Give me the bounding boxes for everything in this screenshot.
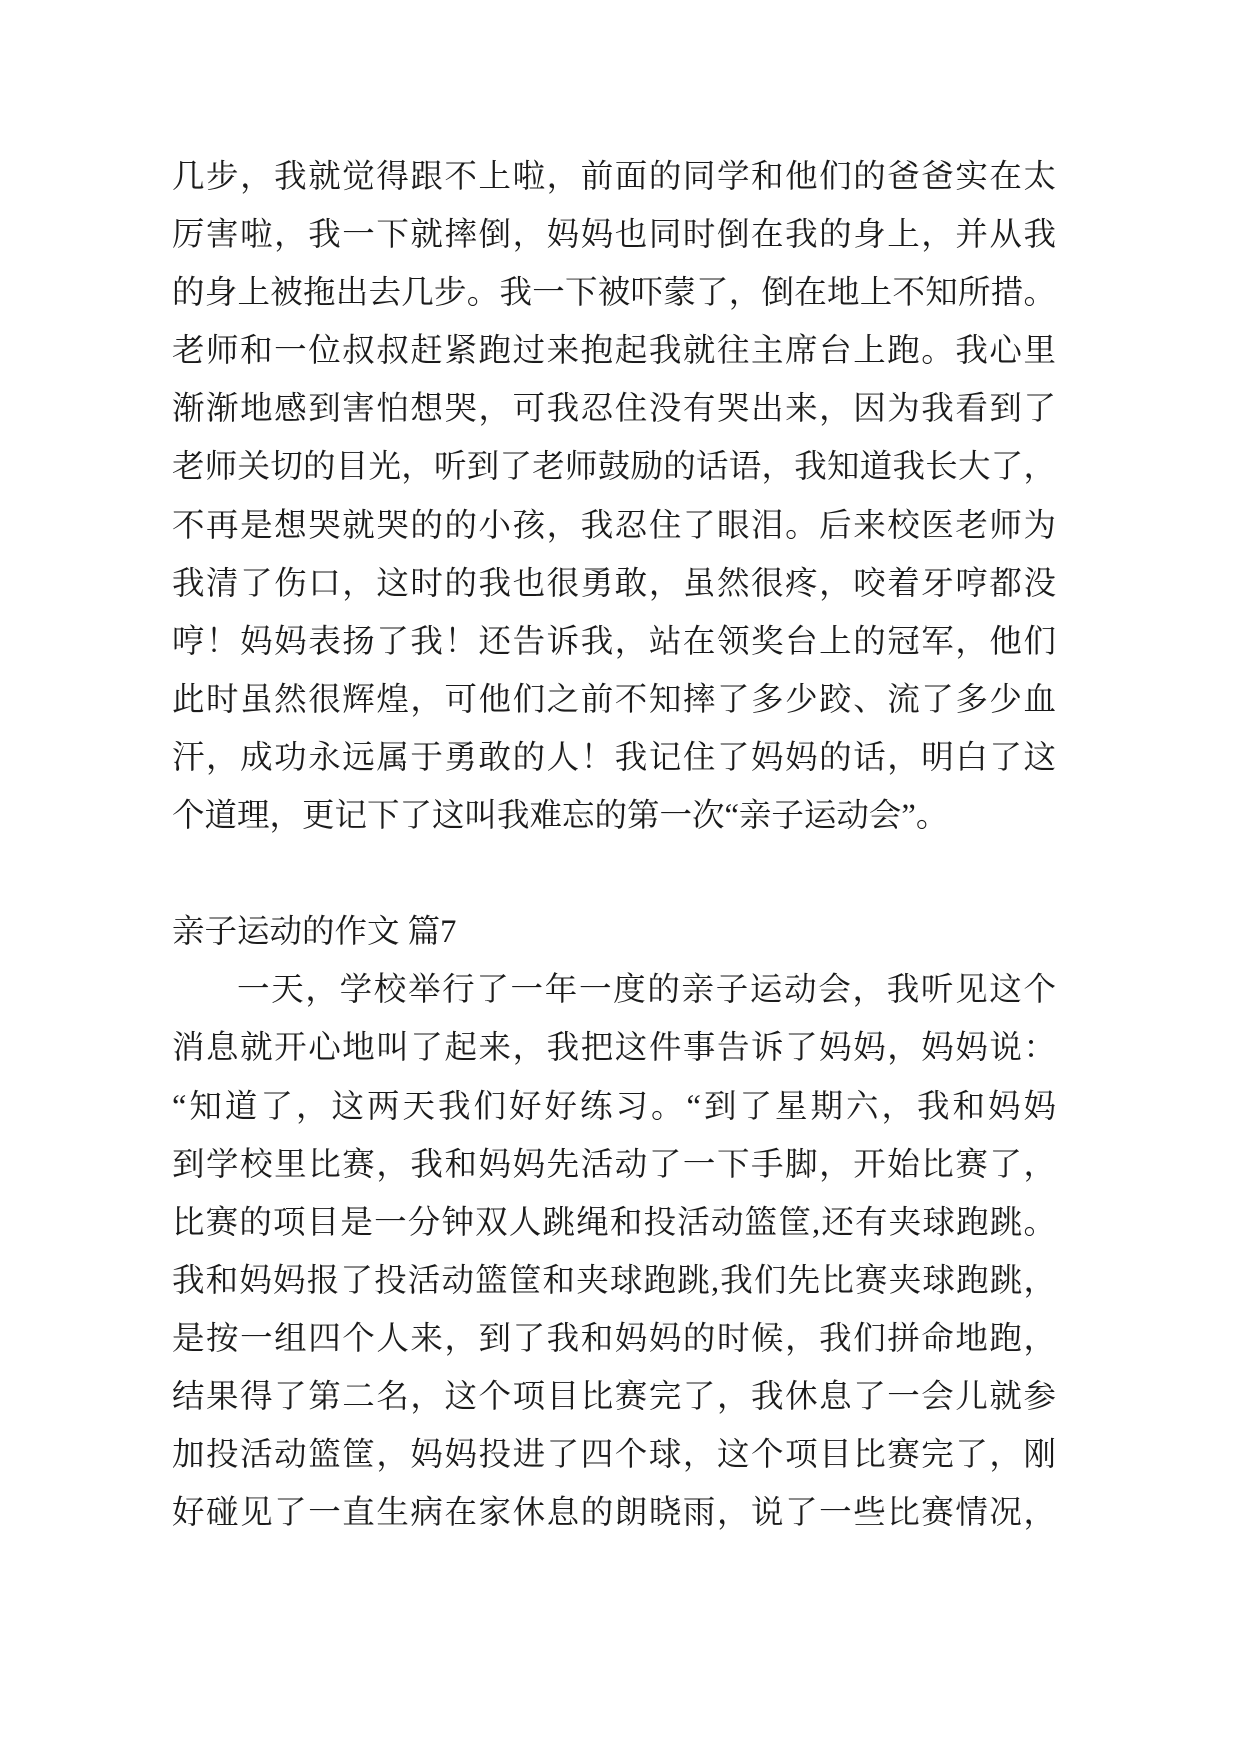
paragraph-line: 厉害啦，我一下就摔倒，妈妈也同时倒在我的身上，并从我 [172, 217, 1056, 254]
paragraph-line: 此时虽然很辉煌，可他们之前不知摔了多少跤、流了多少血 [172, 681, 1056, 718]
essay-text-block [172, 148, 1056, 1542]
paragraph-line: 我清了伤口，这时的我也很勇敢，虽然很疼，咬着牙哼都没 [172, 565, 1056, 602]
paragraph-line: 不再是想哭就哭的的小孩，我忍住了眼泪。后来校医老师为 [172, 507, 1056, 544]
paragraph-line: 个道理，更记下了这叫我难忘的第一次“亲子运动会”。 [172, 798, 949, 835]
paragraph-line: 是按一组四个人来，到了我和妈妈的时候，我们拼命地跑， [172, 1320, 1056, 1357]
paragraph-line: 的身上被拖出去几步。我一下被吓蒙了，倒在地上不知所措。 [172, 275, 1056, 312]
paragraph-line: 消息就开心地叫了起来，我把这件事告诉了妈妈，妈妈说： [172, 1030, 1056, 1067]
paragraph-line: “知道了，这两天我们好好练习。“到了星期六，我和妈妈 [172, 1088, 1056, 1125]
paragraph-line: 好碰见了一直生病在家休息的朗晓雨，说了一些比赛情况， [172, 1495, 1056, 1532]
paragraph-line: 汗，成功永远属于勇敢的人！我记住了妈妈的话，明白了这 [172, 739, 1056, 776]
paragraph-line: 几步，我就觉得跟不上啦，前面的同学和他们的爸爸实在太 [172, 159, 1056, 195]
paragraph-line: 一天，学校举行了一年一度的亲子运动会，我听见这个 [237, 972, 1056, 1009]
paragraph-line: 我和妈妈报了投活动篮筐和夹球跑跳,我们先比赛夹球跑跳， [172, 1262, 1056, 1299]
paragraph-line: 老师关切的目光，听到了老师鼓励的话语，我知道我长大了， [172, 449, 1056, 486]
paragraph-line: 渐渐地感到害怕想哭，可我忍住没有哭出来，因为我看到了 [172, 391, 1056, 428]
section-heading: 亲子运动的作文 篇7 [172, 914, 457, 951]
paragraph-line: 到学校里比赛，我和妈妈先活动了一下手脚，开始比赛了， [172, 1146, 1056, 1183]
paragraph-line: 老师和一位叔叔赶紧跑过来抱起我就往主席台上跑。我心里 [172, 333, 1056, 370]
paragraph-line: 比赛的项目是一分钟双人跳绳和投活动篮筐,还有夹球跑跳。 [172, 1204, 1056, 1241]
paragraph-line: 结果得了第二名，这个项目比赛完了，我休息了一会儿就参 [172, 1378, 1056, 1415]
paragraph-line: 加投活动篮筐，妈妈投进了四个球，这个项目比赛完了，刚 [172, 1437, 1056, 1474]
paragraph-line: 哼！妈妈表扬了我！还告诉我，站在领奖台上的冠军，他们 [172, 623, 1056, 660]
